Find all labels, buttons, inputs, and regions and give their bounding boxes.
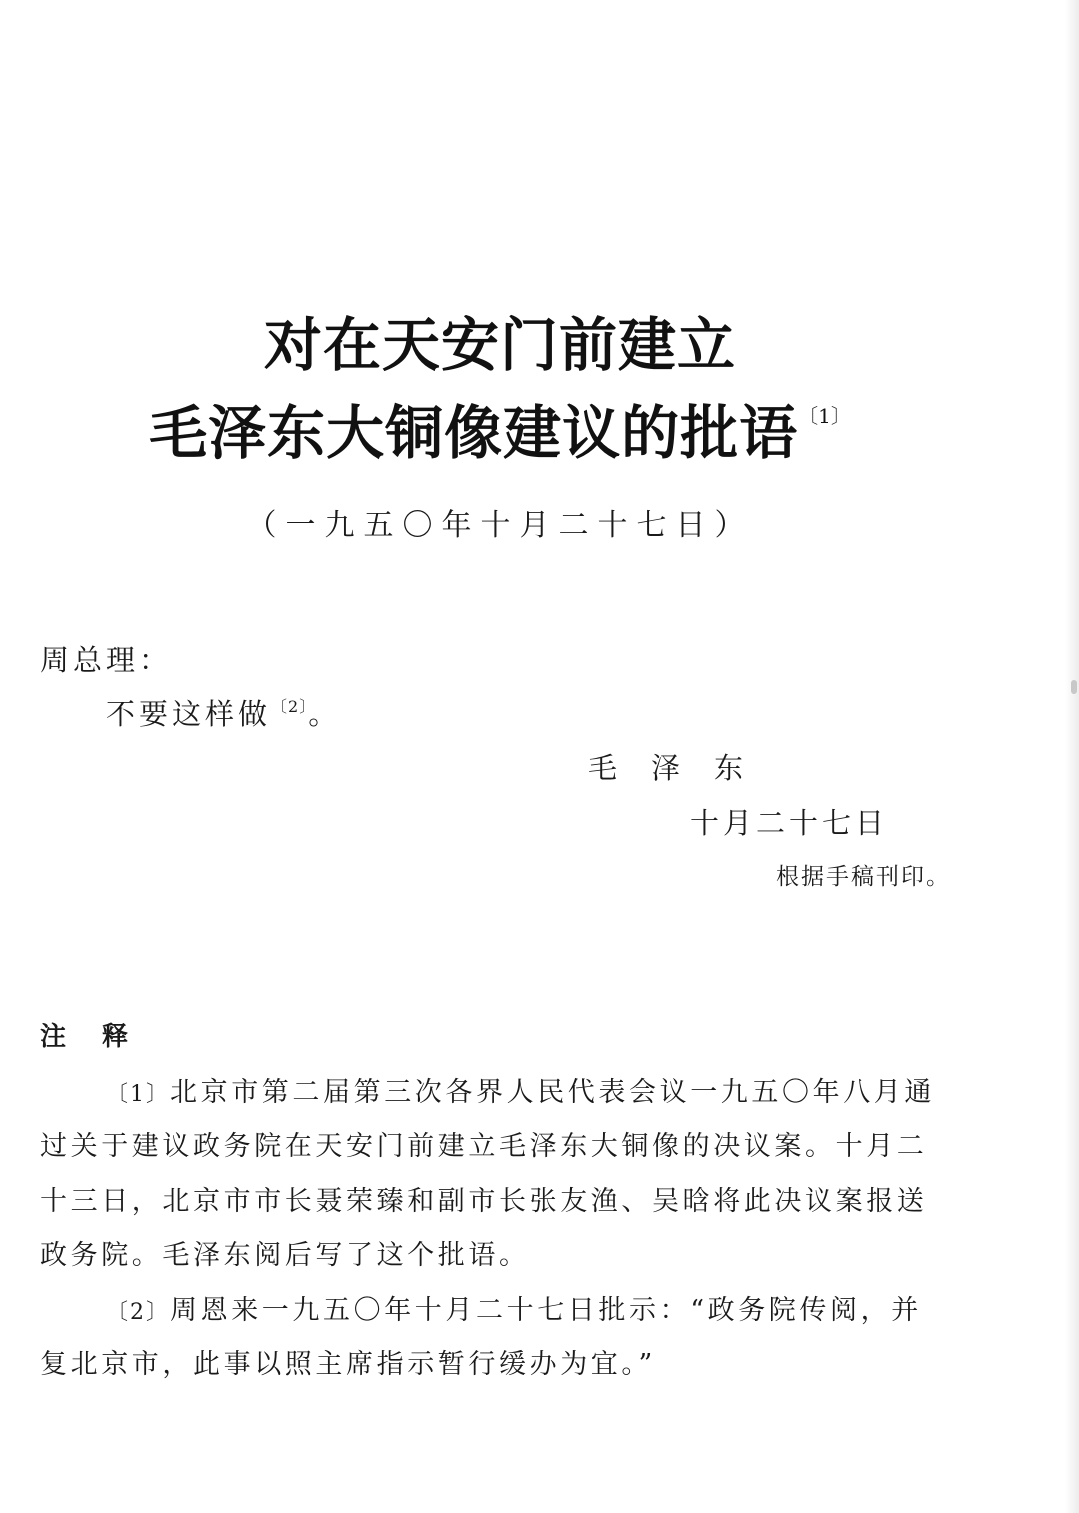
body-footnote-ref[interactable]: 〔2〕	[271, 697, 309, 716]
signature: 毛泽东	[588, 751, 778, 785]
source-note: 根据手稿刊印。	[776, 864, 951, 890]
body-text: 不要这样做	[106, 697, 272, 731]
body-end-punct: 。	[308, 697, 342, 731]
title-footnote-ref[interactable]: 〔1〕	[798, 404, 851, 428]
signature-date: 十月二十七日	[690, 806, 889, 840]
note-1-line-3: 十三日，北京市市长聂荣臻和副市长张友渔、吴晗将此决议案报送	[40, 1186, 928, 1217]
note-2-marker: 〔2〕	[106, 1300, 170, 1325]
document-title-line-2	[0, 386, 1000, 470]
notes-heading: 注释	[40, 1022, 165, 1052]
page-edge-shadow	[1065, 0, 1079, 1513]
note-1-line-1	[106, 1070, 935, 1109]
note-2-line-1	[106, 1288, 922, 1327]
body-paragraph	[106, 692, 341, 733]
note-2-line-2: 复北京市，此事以照主席指示暂行缓办为宜。”	[40, 1349, 656, 1380]
document-date: （一九五〇年十月二十七日）	[246, 508, 754, 543]
title-text-1: 对在天安门前建立	[263, 311, 736, 379]
salutation: 周总理：	[40, 643, 173, 677]
note-1-text-1: 北京市第二届第三次各界人民代表会议一九五〇年八月通	[170, 1077, 935, 1108]
note-1-line-4: 政务院。毛泽东阅后写了这个批语。	[40, 1240, 530, 1271]
note-1-line-2: 过关于建议政务院在天安门前建立毛泽东大铜像的决议案。十月二	[40, 1131, 928, 1162]
scroll-indicator[interactable]	[1071, 680, 1077, 694]
note-2-text-1: 周恩来一九五〇年十月二十七日批示：“政务院传阅，并	[170, 1295, 922, 1326]
note-1-marker: 〔1〕	[106, 1082, 170, 1107]
document-title-line-1	[0, 298, 1000, 382]
title-text-2: 毛泽东大铜像建议的批语	[149, 399, 799, 467]
